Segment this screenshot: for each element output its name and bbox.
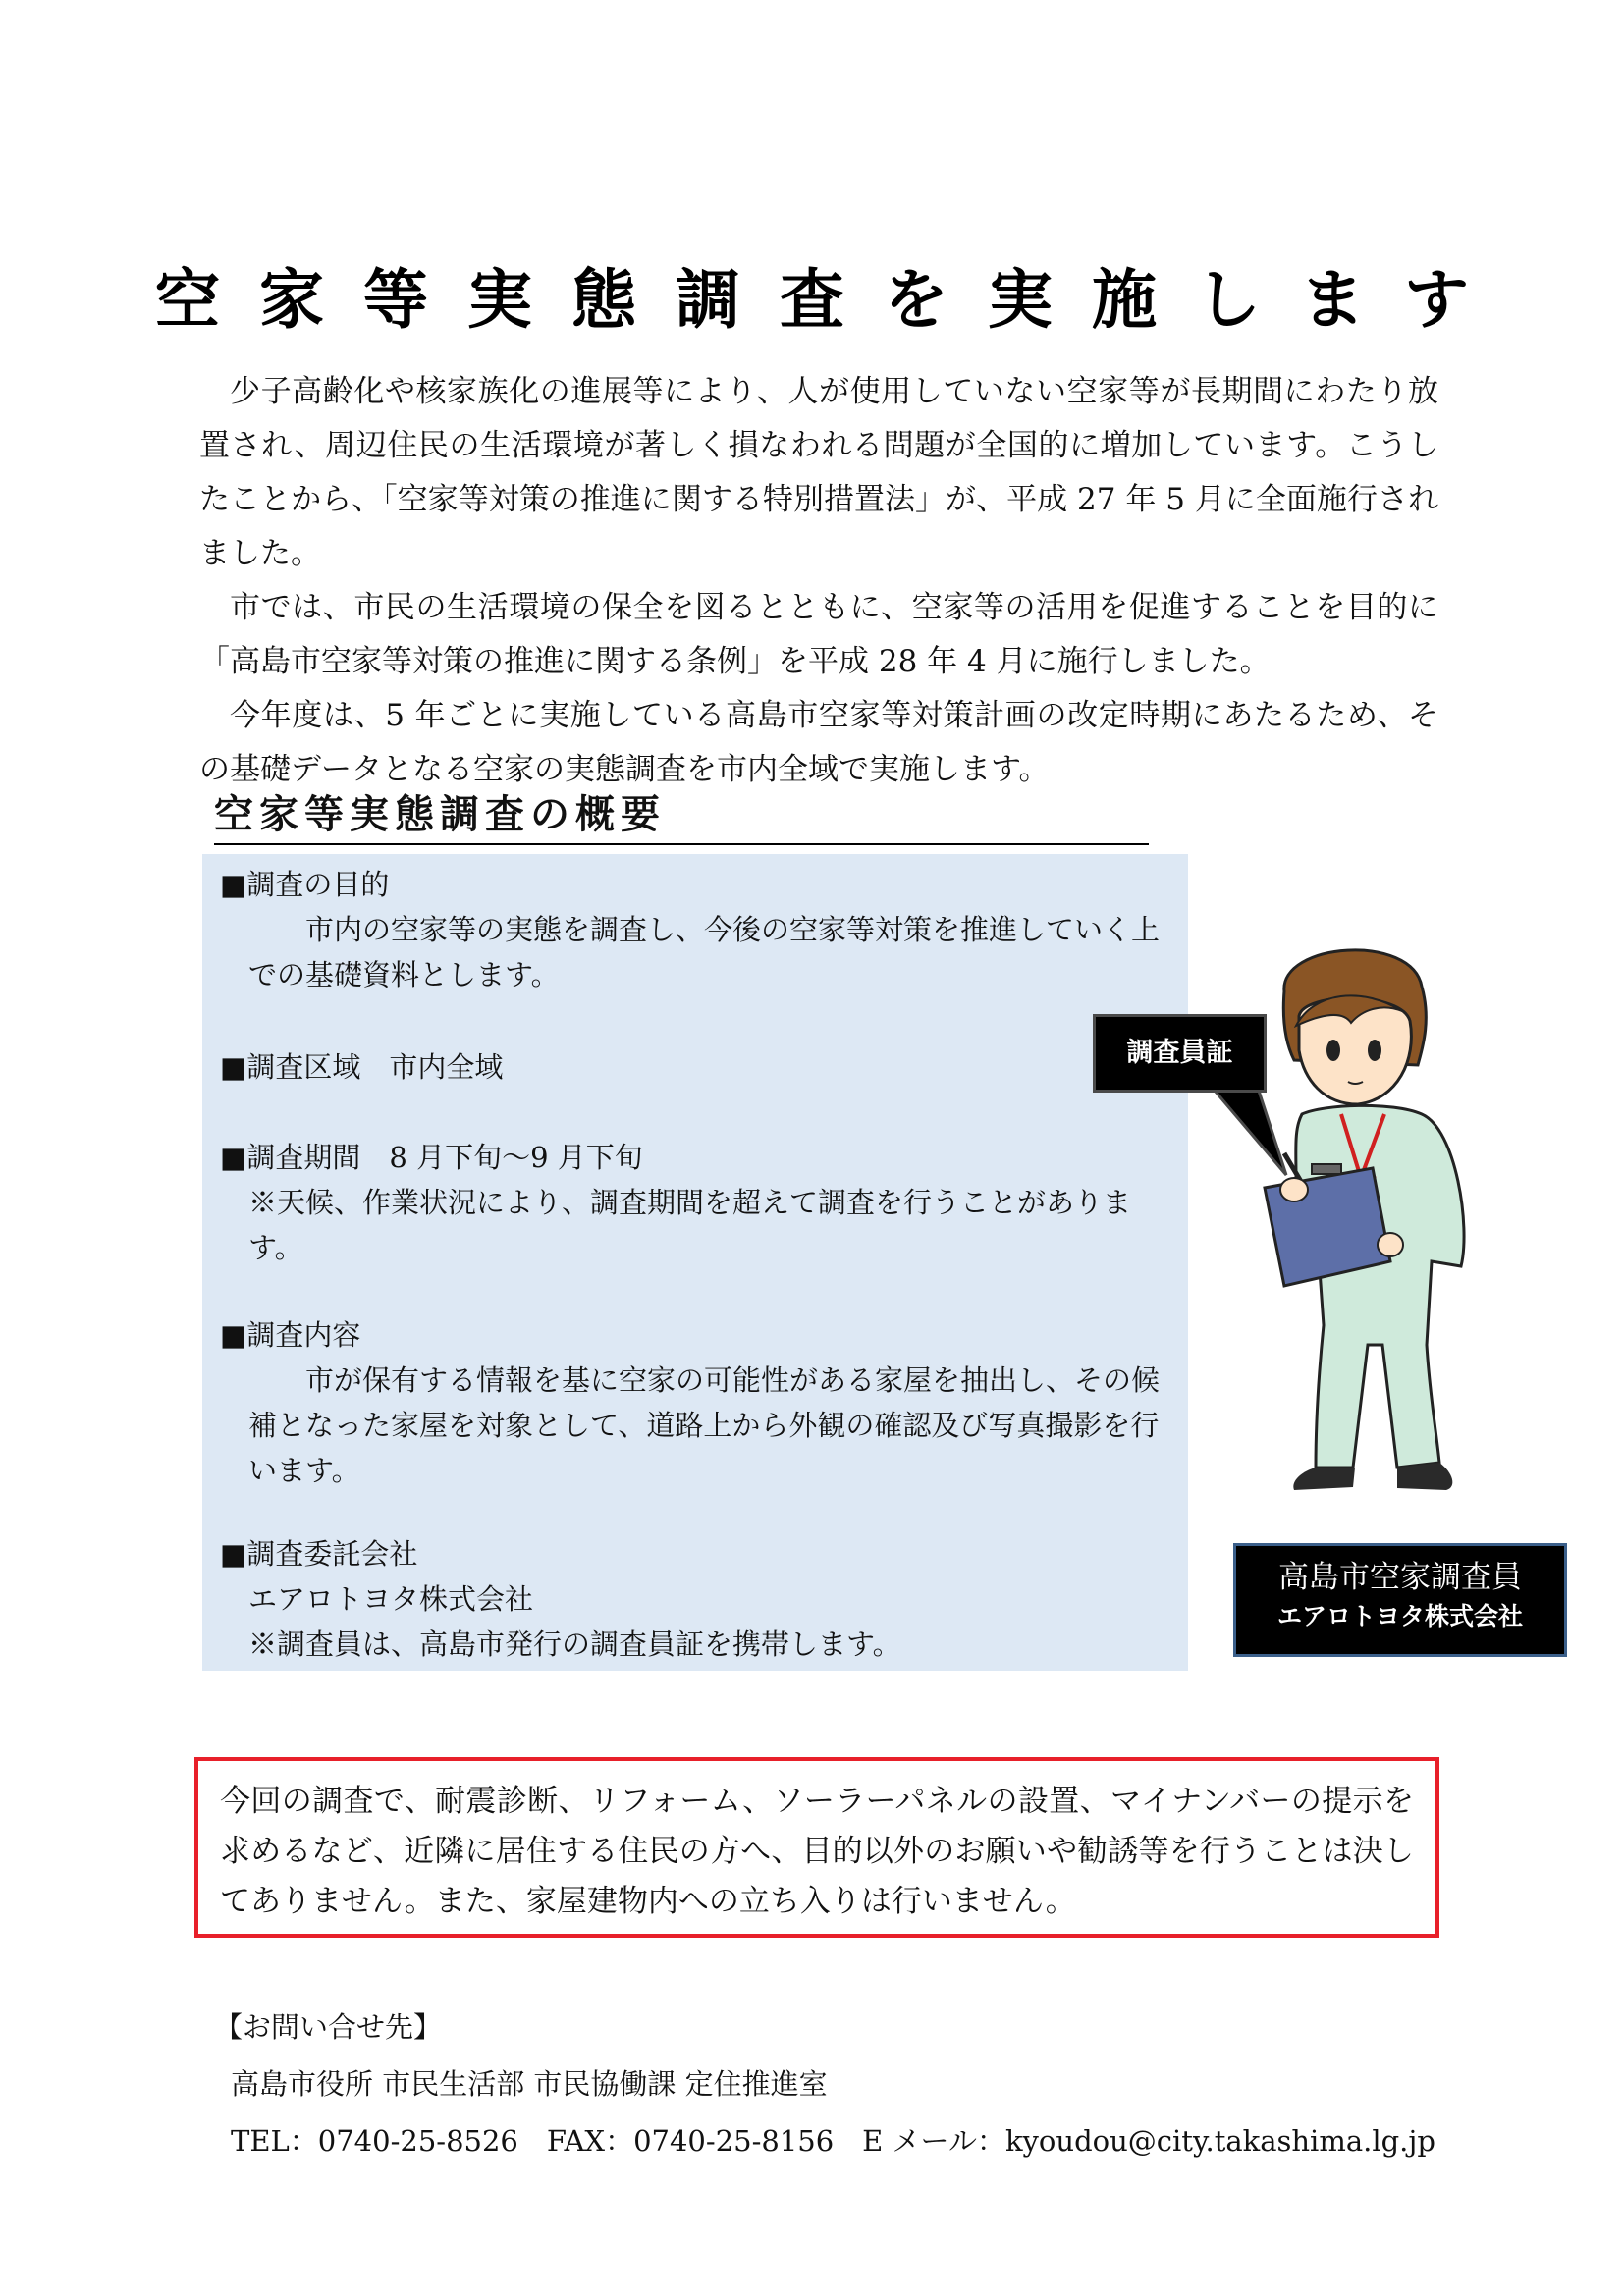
surveyor-caption <box>1233 1543 1567 1657</box>
intro-paragraph: 今年度は、5 年ごとに実施している高島市空家等対策計画の改定時期にあたるため、その基礎データとなる空家の実態調査を市内全域で実施します。 <box>199 698 1438 787</box>
overview-period <box>220 1135 1163 1270</box>
overview-purpose <box>220 862 1163 997</box>
id-card-bubble: 調査員証 <box>1093 1014 1267 1093</box>
content-label: ■調査内容 <box>220 1318 361 1352</box>
overview-company <box>220 1531 1163 1667</box>
company-label: ■調査委託会社 <box>220 1537 418 1571</box>
page-title: 空家等実態調査を実施します <box>155 262 1508 338</box>
period-note: ※天候、作業状況により、調査期間を超えて調査を行うことがあります。 <box>248 1186 1132 1264</box>
intro-paragraph: 少子高齢化や核家族化の進展等により、人が使用していない空家等が長期間にわたり放置され、周辺住民の生活環境が著しく損なわれる問題が全国的に増加しています。こうしたことから、「空家等対策の推進に関する特別措置法」が、平成 27 年 5 月に全面施行されました。 <box>199 374 1438 571</box>
contact-info <box>214 1999 1435 2169</box>
contact-office: 高島市役所 市民生活部 市民協働課 定住推進室 <box>231 2067 828 2101</box>
overview-heading: 空家等実態調査の概要 <box>214 783 1149 845</box>
overview-content <box>220 1312 1163 1493</box>
purpose-text: 市内の空家等の実態を調査し、今後の空家等対策を推進していく上での基礎資料とします。 <box>248 913 1161 991</box>
period-label: ■調査期間 8 月下旬～9 月下旬 <box>220 1141 643 1174</box>
contact-label: 【お問い合せ先】 <box>214 2010 443 2044</box>
intro-text <box>199 365 1438 797</box>
caption-title: 高島市空家調査員 <box>1278 1560 1522 1595</box>
purpose-label: ■調査の目的 <box>220 868 390 901</box>
intro-paragraph: 市では、市民の生活環境の保全を図るとともに、空家等の活用を促進することを目的に「高島市空家等対策の推進に関する条例」を平成 28 年 4 月に施行しました。 <box>199 590 1438 679</box>
company-note: ※調査員は、高島市発行の調査員証を携帯します。 <box>248 1628 901 1661</box>
company-name: エアロトヨタ株式会社 <box>248 1582 534 1616</box>
overview-area: ■調査区域 市内全域 <box>220 1050 504 1084</box>
speech-bubble-tail <box>1208 1085 1296 1183</box>
contact-details: TEL：0740-25-8526 FAX：0740-25-8156 E メール：kyoudou@city.takashima.lg.jp <box>231 2124 1435 2158</box>
content-text: 市が保有する情報を基に空家の可能性がある家屋を抽出し、その候補となった家屋を対象として、道路上から外観の確認及び写真撮影を行います。 <box>248 1363 1161 1487</box>
surveyor-illustration <box>1225 933 1540 1512</box>
caption-company: エアロトヨタ株式会社 <box>1276 1602 1523 1630</box>
notice-box: 今回の調査で、耐震診断、リフォーム、ソーラーパネルの設置、マイナンバーの提示を求めるなど、近隣に居住する住民の方へ、目的以外のお願いや勧誘等を行うことは決してありません。また、家屋建物内への立ち入りは行いません。 <box>194 1757 1439 1938</box>
